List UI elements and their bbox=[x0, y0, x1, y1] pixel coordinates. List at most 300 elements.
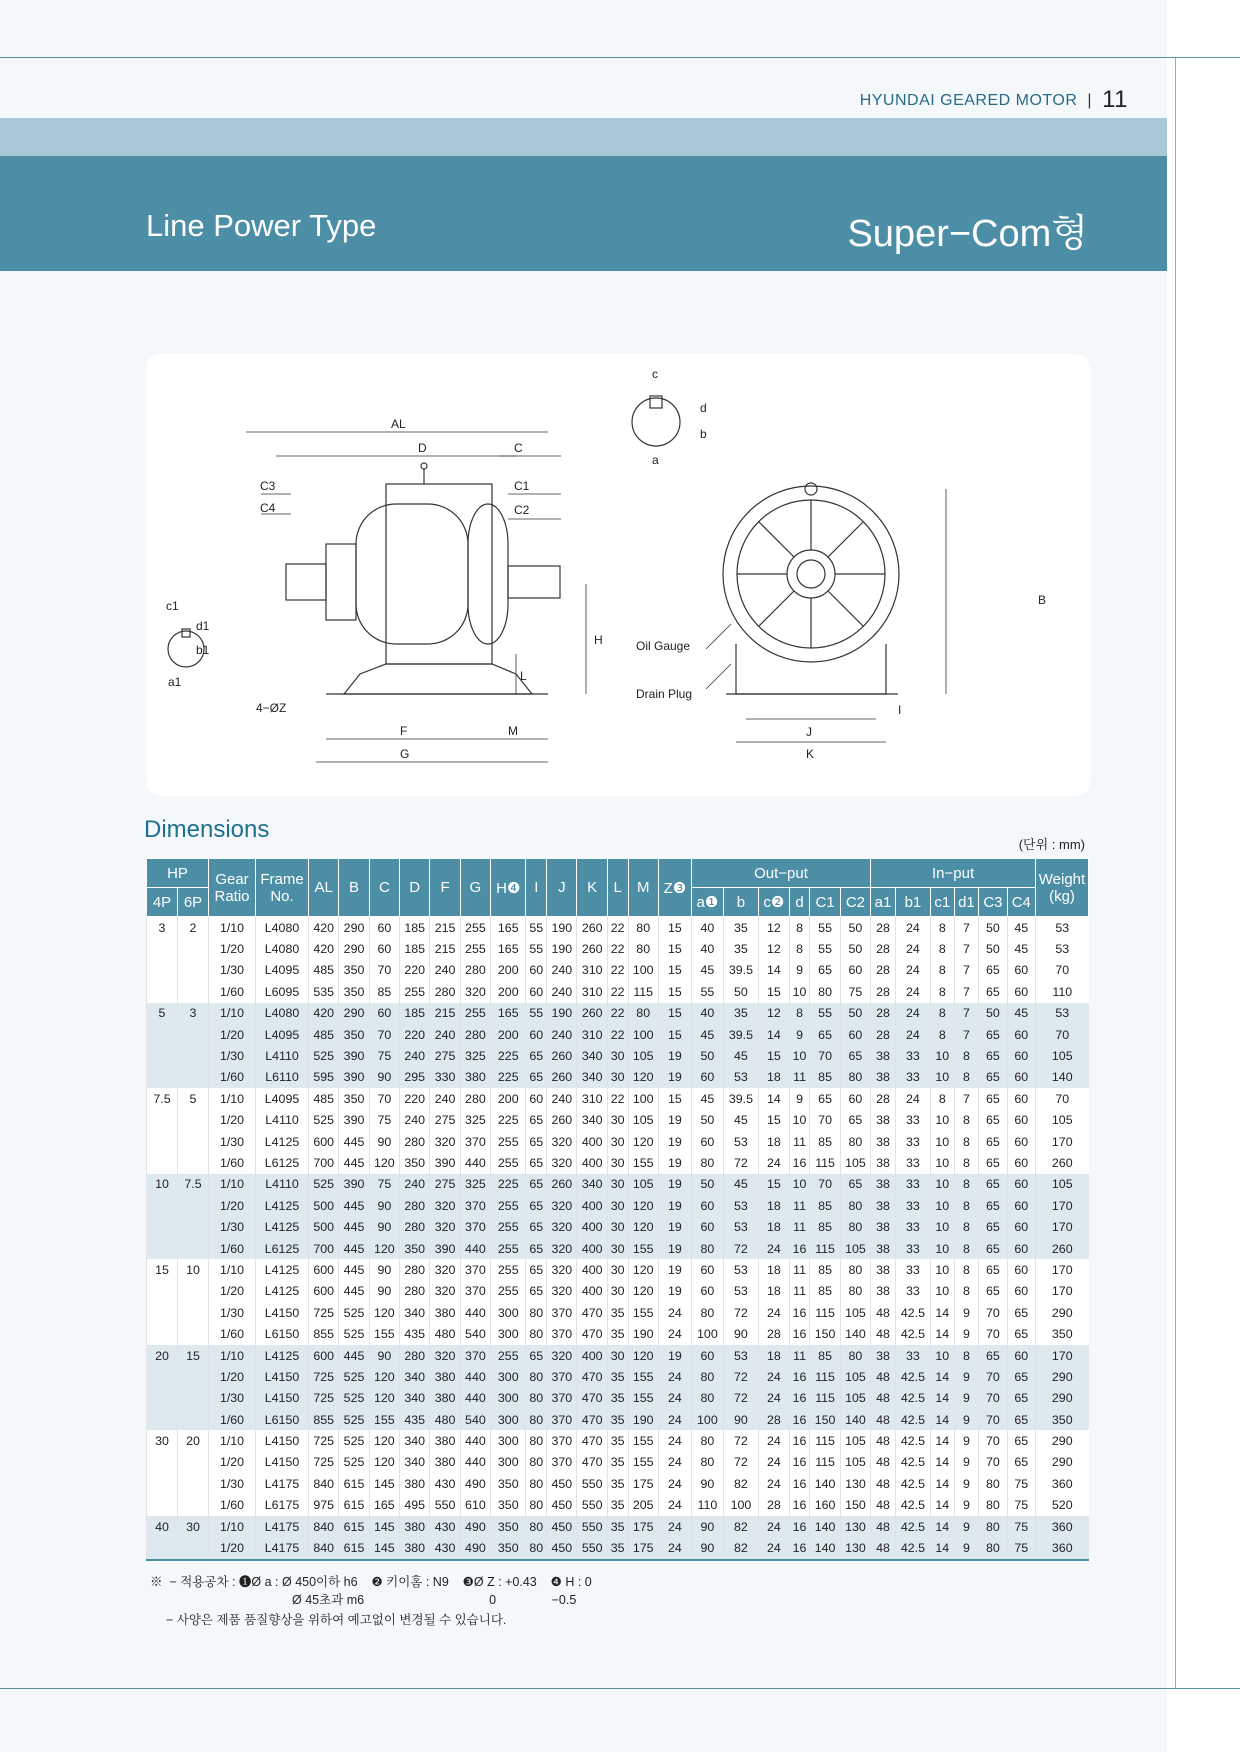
table-cell: 380 bbox=[400, 1473, 430, 1494]
table-cell: 225 bbox=[491, 1067, 526, 1088]
table-row bbox=[147, 1238, 1089, 1259]
table-cell: 1/10 bbox=[209, 1174, 256, 1195]
table-cell: 115 bbox=[810, 1366, 840, 1387]
table-cell: 9 bbox=[954, 1495, 979, 1516]
table-cell: L4080 bbox=[256, 938, 309, 959]
table-cell: 80 bbox=[840, 1195, 870, 1216]
table-cell: 120 bbox=[369, 1430, 399, 1451]
table-cell: 38 bbox=[871, 1110, 896, 1131]
table-cell: 140 bbox=[810, 1516, 840, 1537]
table-cell: 80 bbox=[840, 1345, 870, 1366]
4p-header: 4P bbox=[147, 888, 178, 917]
table-cell: 90 bbox=[723, 1323, 758, 1344]
table-cell: 280 bbox=[400, 1131, 430, 1152]
table-cell: 80 bbox=[526, 1452, 547, 1473]
table-cell: 170 bbox=[1036, 1216, 1089, 1237]
table-cell: 30 bbox=[607, 1281, 628, 1302]
table-cell: 70 bbox=[810, 1045, 840, 1066]
table-cell: 165 bbox=[491, 1003, 526, 1024]
table-cell: L6125 bbox=[256, 1152, 309, 1173]
table-cell: 165 bbox=[491, 917, 526, 939]
table-cell: 60 bbox=[526, 1088, 547, 1109]
table-cell: L4125 bbox=[256, 1216, 309, 1237]
table-cell: 445 bbox=[339, 1131, 369, 1152]
table-cell: 1/30 bbox=[209, 1131, 256, 1152]
table-cell: 155 bbox=[369, 1409, 399, 1430]
table-cell: 33 bbox=[895, 1110, 930, 1131]
table-cell: 42.5 bbox=[895, 1323, 930, 1344]
output-header: Out−put bbox=[691, 859, 870, 888]
table-cell: 39.5 bbox=[723, 1024, 758, 1045]
table-cell: 24 bbox=[758, 1152, 789, 1173]
table-cell bbox=[178, 1238, 209, 1259]
table-cell: 9 bbox=[954, 1323, 979, 1344]
table-cell: 70 bbox=[979, 1302, 1007, 1323]
table-cell: 535 bbox=[309, 981, 339, 1002]
table-cell: 65 bbox=[979, 1216, 1007, 1237]
table-cell: 14 bbox=[758, 1024, 789, 1045]
table-cell bbox=[147, 1045, 178, 1066]
table-cell: 290 bbox=[339, 1003, 369, 1024]
label-J: J bbox=[806, 725, 812, 739]
table-cell: 105 bbox=[840, 1430, 870, 1451]
table-cell: 9 bbox=[954, 1452, 979, 1473]
table-row bbox=[147, 1323, 1089, 1344]
table-cell: 1/20 bbox=[209, 1452, 256, 1473]
table-cell: 24 bbox=[758, 1452, 789, 1473]
table-cell bbox=[147, 1067, 178, 1088]
table-cell: 105 bbox=[1036, 1110, 1089, 1131]
output-col-3: d bbox=[789, 888, 810, 917]
table-cell: 72 bbox=[723, 1430, 758, 1451]
table-cell: 14 bbox=[931, 1302, 955, 1323]
table-cell bbox=[178, 1110, 209, 1131]
table-cell: 60 bbox=[526, 981, 547, 1002]
table-cell: 470 bbox=[577, 1452, 607, 1473]
table-cell: 82 bbox=[723, 1516, 758, 1537]
table-cell: 30 bbox=[607, 1259, 628, 1280]
table-cell: 470 bbox=[577, 1323, 607, 1344]
table-cell: 485 bbox=[309, 960, 339, 981]
table-row bbox=[147, 1152, 1089, 1173]
table-cell: 340 bbox=[577, 1045, 607, 1066]
table-cell: 53 bbox=[723, 1281, 758, 1302]
table-cell: 550 bbox=[577, 1537, 607, 1559]
table-cell: 8 bbox=[954, 1174, 979, 1195]
table-cell: 70 bbox=[810, 1110, 840, 1131]
table-cell: 38 bbox=[871, 1045, 896, 1066]
table-cell: 855 bbox=[309, 1323, 339, 1344]
table-cell: 145 bbox=[369, 1516, 399, 1537]
table-cell: 140 bbox=[1036, 1067, 1089, 1088]
table-cell: 90 bbox=[723, 1409, 758, 1430]
table-cell: L6150 bbox=[256, 1409, 309, 1430]
table-cell bbox=[178, 1195, 209, 1216]
table-cell: 24 bbox=[895, 917, 930, 939]
table-cell: 600 bbox=[309, 1259, 339, 1280]
table-row bbox=[147, 1516, 1089, 1537]
table-cell bbox=[178, 1452, 209, 1473]
table-cell: 400 bbox=[577, 1345, 607, 1366]
table-cell: 325 bbox=[460, 1174, 490, 1195]
table-cell: 60 bbox=[840, 960, 870, 981]
table-cell: 350 bbox=[339, 981, 369, 1002]
table-cell: 445 bbox=[339, 1195, 369, 1216]
table-cell: 24 bbox=[658, 1537, 691, 1559]
table-cell: 8 bbox=[954, 1345, 979, 1366]
table-cell: 55 bbox=[526, 938, 547, 959]
table-cell: 8 bbox=[931, 917, 955, 939]
table-cell: 525 bbox=[339, 1430, 369, 1451]
table-cell: 70 bbox=[810, 1174, 840, 1195]
table-cell: 175 bbox=[628, 1473, 658, 1494]
table-cell: 28 bbox=[871, 1003, 896, 1024]
table-cell: 240 bbox=[400, 1110, 430, 1131]
col-header-12: Z❸ bbox=[658, 859, 691, 917]
table-cell: 420 bbox=[309, 917, 339, 939]
table-cell: 38 bbox=[871, 1238, 896, 1259]
table-cell: 120 bbox=[628, 1195, 658, 1216]
table-cell: 40 bbox=[691, 938, 723, 959]
table-cell: 295 bbox=[400, 1067, 430, 1088]
table-cell: 80 bbox=[526, 1388, 547, 1409]
table-cell: 15 bbox=[758, 1174, 789, 1195]
table-cell: 105 bbox=[840, 1366, 870, 1387]
table-cell: 53 bbox=[1036, 917, 1089, 939]
dimensions-table-body bbox=[147, 917, 1089, 1560]
table-cell bbox=[147, 1366, 178, 1387]
table-cell: 16 bbox=[789, 1409, 810, 1430]
table-cell: 53 bbox=[723, 1345, 758, 1366]
table-cell: 445 bbox=[339, 1281, 369, 1302]
table-cell: 80 bbox=[840, 1131, 870, 1152]
table-cell: 470 bbox=[577, 1430, 607, 1451]
table-cell: 445 bbox=[339, 1152, 369, 1173]
table-cell: 40 bbox=[691, 917, 723, 939]
table-cell: 120 bbox=[369, 1238, 399, 1259]
table-cell: 60 bbox=[840, 1088, 870, 1109]
table-cell: 82 bbox=[723, 1473, 758, 1494]
table-cell: 65 bbox=[810, 1024, 840, 1045]
table-cell: 45 bbox=[691, 1088, 723, 1109]
table-cell: 82 bbox=[723, 1537, 758, 1559]
table-cell: 90 bbox=[369, 1131, 399, 1152]
label-4-phiZ: 4−ØZ bbox=[256, 701, 287, 715]
table-cell: 435 bbox=[400, 1323, 430, 1344]
table-cell: 75 bbox=[369, 1110, 399, 1131]
table-cell: 65 bbox=[979, 981, 1007, 1002]
input-header: In−put bbox=[871, 859, 1036, 888]
table-cell: 400 bbox=[577, 1238, 607, 1259]
table-cell: 85 bbox=[810, 1345, 840, 1366]
table-cell: 80 bbox=[526, 1537, 547, 1559]
table-cell: 28 bbox=[758, 1495, 789, 1516]
table-cell: 35 bbox=[607, 1430, 628, 1451]
frame-header: Frame No. bbox=[256, 859, 309, 917]
table-cell: 300 bbox=[491, 1452, 526, 1473]
table-cell: 9 bbox=[789, 960, 810, 981]
table-cell: 840 bbox=[309, 1516, 339, 1537]
table-cell: 470 bbox=[577, 1409, 607, 1430]
table-cell: 33 bbox=[895, 1174, 930, 1195]
table-cell: 260 bbox=[577, 1003, 607, 1024]
table-cell: 24 bbox=[758, 1388, 789, 1409]
table-cell: 370 bbox=[460, 1216, 490, 1237]
table-cell: 7 bbox=[954, 1024, 979, 1045]
table-cell: 65 bbox=[979, 1067, 1007, 1088]
table-cell: L4095 bbox=[256, 1088, 309, 1109]
table-cell: 255 bbox=[460, 1003, 490, 1024]
table-cell: 320 bbox=[430, 1345, 460, 1366]
table-cell: 48 bbox=[871, 1409, 896, 1430]
label-F: F bbox=[400, 724, 408, 738]
table-cell: 240 bbox=[430, 960, 460, 981]
table-cell: 260 bbox=[577, 917, 607, 939]
table-cell: 10 bbox=[931, 1131, 955, 1152]
table-cell: 150 bbox=[840, 1495, 870, 1516]
table-cell: 15 bbox=[147, 1259, 178, 1280]
table-cell: 7 bbox=[954, 1003, 979, 1024]
table-cell: 360 bbox=[1036, 1537, 1089, 1559]
table-cell: 140 bbox=[840, 1323, 870, 1344]
table-cell: 35 bbox=[607, 1473, 628, 1494]
table-cell bbox=[178, 1537, 209, 1559]
table-cell: 90 bbox=[369, 1345, 399, 1366]
table-cell: 15 bbox=[658, 981, 691, 1002]
table-cell: 220 bbox=[400, 1024, 430, 1045]
table-cell: 390 bbox=[339, 1045, 369, 1066]
table-cell: 350 bbox=[491, 1537, 526, 1559]
table-cell: 105 bbox=[840, 1302, 870, 1323]
col-header-8: J bbox=[547, 859, 577, 917]
label-D: D bbox=[418, 441, 427, 455]
table-cell: 60 bbox=[526, 1024, 547, 1045]
table-cell: 120 bbox=[369, 1152, 399, 1173]
table-row bbox=[147, 1409, 1089, 1430]
table-cell: 50 bbox=[979, 1003, 1007, 1024]
table-cell: 22 bbox=[607, 960, 628, 981]
table-cell: 520 bbox=[1036, 1495, 1089, 1516]
table-cell: 1/30 bbox=[209, 1473, 256, 1494]
table-cell: 1/20 bbox=[209, 938, 256, 959]
table-cell: 280 bbox=[400, 1259, 430, 1280]
table-cell: 14 bbox=[931, 1388, 955, 1409]
table-cell: 72 bbox=[723, 1366, 758, 1387]
col-header-5: G bbox=[460, 859, 490, 917]
input-col-2: c1 bbox=[931, 888, 955, 917]
table-cell: 11 bbox=[789, 1195, 810, 1216]
banner-top-strip bbox=[0, 118, 1167, 156]
table-cell: 15 bbox=[758, 1045, 789, 1066]
table-cell: 330 bbox=[430, 1067, 460, 1088]
table-row bbox=[147, 1473, 1089, 1494]
table-cell: 35 bbox=[607, 1366, 628, 1387]
table-cell: 38 bbox=[871, 1152, 896, 1173]
table-cell: 390 bbox=[430, 1152, 460, 1173]
table-cell: 300 bbox=[491, 1323, 526, 1344]
table-cell: 18 bbox=[758, 1067, 789, 1088]
table-cell: 45 bbox=[723, 1110, 758, 1131]
table-cell: 445 bbox=[339, 1238, 369, 1259]
table-cell: L4125 bbox=[256, 1345, 309, 1366]
table-cell: 115 bbox=[628, 981, 658, 1002]
table-cell: 445 bbox=[339, 1345, 369, 1366]
table-cell: 19 bbox=[658, 1174, 691, 1195]
table-cell: 390 bbox=[430, 1238, 460, 1259]
table-cell: 16 bbox=[789, 1238, 810, 1259]
table-cell: 15 bbox=[658, 1024, 691, 1045]
table-cell: 290 bbox=[1036, 1452, 1089, 1473]
table-cell: 400 bbox=[577, 1216, 607, 1237]
table-cell: 42.5 bbox=[895, 1495, 930, 1516]
table-cell: 48 bbox=[871, 1366, 896, 1387]
table-cell: 300 bbox=[491, 1409, 526, 1430]
table-cell: 55 bbox=[810, 938, 840, 959]
table-cell: 170 bbox=[1036, 1259, 1089, 1280]
table-cell: 30 bbox=[607, 1152, 628, 1173]
table-cell: 60 bbox=[1007, 1345, 1035, 1366]
table-cell: 42.5 bbox=[895, 1409, 930, 1430]
table-cell: 30 bbox=[607, 1067, 628, 1088]
table-cell: 16 bbox=[789, 1323, 810, 1344]
table-cell: 28 bbox=[871, 981, 896, 1002]
table-cell: 24 bbox=[658, 1516, 691, 1537]
label-a1: a1 bbox=[168, 675, 182, 689]
table-cell: 380 bbox=[430, 1302, 460, 1323]
table-cell: 8 bbox=[954, 1152, 979, 1173]
table-cell: 45 bbox=[691, 960, 723, 981]
col-header-2: C bbox=[369, 859, 399, 917]
table-cell: L4150 bbox=[256, 1430, 309, 1451]
table-cell: 105 bbox=[840, 1388, 870, 1409]
table-cell: 90 bbox=[369, 1216, 399, 1237]
table-cell: 16 bbox=[789, 1495, 810, 1516]
table-cell: 38 bbox=[871, 1131, 896, 1152]
table-cell: 90 bbox=[369, 1259, 399, 1280]
table-cell bbox=[178, 938, 209, 959]
table-cell: 90 bbox=[691, 1473, 723, 1494]
table-cell: 290 bbox=[1036, 1388, 1089, 1409]
table-cell: 33 bbox=[895, 1216, 930, 1237]
table-cell: 45 bbox=[1007, 1003, 1035, 1024]
label-K: K bbox=[806, 747, 815, 761]
table-cell bbox=[147, 1302, 178, 1323]
table-cell: 65 bbox=[979, 1174, 1007, 1195]
table-cell: 80 bbox=[810, 981, 840, 1002]
table-cell: 115 bbox=[810, 1452, 840, 1473]
table-cell: 450 bbox=[547, 1516, 577, 1537]
label-H: H bbox=[594, 633, 603, 647]
table-cell: 255 bbox=[491, 1281, 526, 1302]
table-cell: 600 bbox=[309, 1131, 339, 1152]
table-cell: 225 bbox=[491, 1045, 526, 1066]
table-cell: 14 bbox=[931, 1452, 955, 1473]
table-cell: 55 bbox=[526, 917, 547, 939]
table-cell: 65 bbox=[1007, 1430, 1035, 1451]
table-cell: 380 bbox=[400, 1516, 430, 1537]
label-M: M bbox=[508, 724, 518, 738]
table-cell: 19 bbox=[658, 1195, 691, 1216]
table-cell: 260 bbox=[1036, 1152, 1089, 1173]
table-cell: 35 bbox=[607, 1388, 628, 1409]
table-cell: 19 bbox=[658, 1216, 691, 1237]
table-cell: 220 bbox=[400, 1088, 430, 1109]
table-cell: 50 bbox=[979, 917, 1007, 939]
table-cell: 24 bbox=[758, 1238, 789, 1259]
table-cell: 72 bbox=[723, 1452, 758, 1473]
table-cell: 8 bbox=[954, 1259, 979, 1280]
table-cell: 450 bbox=[547, 1473, 577, 1494]
table-cell: 65 bbox=[526, 1216, 547, 1237]
table-cell: 60 bbox=[1007, 1088, 1035, 1109]
table-cell: 490 bbox=[460, 1516, 490, 1537]
table-cell: 60 bbox=[1007, 960, 1035, 981]
table-cell: 85 bbox=[810, 1067, 840, 1088]
table-cell: 320 bbox=[547, 1152, 577, 1173]
table-cell: 170 bbox=[1036, 1131, 1089, 1152]
table-cell: 390 bbox=[339, 1174, 369, 1195]
table-cell: 24 bbox=[658, 1495, 691, 1516]
table-cell: 155 bbox=[369, 1323, 399, 1344]
table-cell: 22 bbox=[607, 981, 628, 1002]
table-cell: 340 bbox=[577, 1174, 607, 1195]
table-cell: 24 bbox=[658, 1409, 691, 1430]
table-cell: 33 bbox=[895, 1195, 930, 1216]
table-cell: 1/60 bbox=[209, 1409, 256, 1430]
label-C4: C4 bbox=[260, 501, 276, 515]
table-cell: 12 bbox=[758, 938, 789, 959]
table-cell: 380 bbox=[430, 1452, 460, 1473]
table-cell: 33 bbox=[895, 1067, 930, 1088]
table-cell: 260 bbox=[547, 1110, 577, 1131]
table-cell: L4110 bbox=[256, 1045, 309, 1066]
table-cell: 55 bbox=[526, 1003, 547, 1024]
table-cell: 380 bbox=[430, 1430, 460, 1451]
table-cell: 360 bbox=[1036, 1473, 1089, 1494]
table-cell: 65 bbox=[526, 1345, 547, 1366]
label-b: b bbox=[700, 427, 707, 441]
table-cell: 105 bbox=[628, 1110, 658, 1131]
table-cell: 525 bbox=[339, 1388, 369, 1409]
table-cell: 290 bbox=[339, 938, 369, 959]
table-cell: 10 bbox=[931, 1345, 955, 1366]
table-cell: 10 bbox=[931, 1216, 955, 1237]
table-cell: 30 bbox=[607, 1045, 628, 1066]
table-cell: 280 bbox=[460, 1024, 490, 1045]
table-cell: 10 bbox=[931, 1238, 955, 1259]
table-cell: 105 bbox=[840, 1452, 870, 1473]
label-C2: C2 bbox=[514, 503, 530, 517]
table-cell: 10 bbox=[147, 1174, 178, 1195]
table-cell: 155 bbox=[628, 1302, 658, 1323]
table-cell: 7 bbox=[954, 960, 979, 981]
table-cell: 50 bbox=[723, 981, 758, 1002]
table-cell: 19 bbox=[658, 1259, 691, 1280]
table-cell: 540 bbox=[460, 1409, 490, 1430]
table-cell: 28 bbox=[758, 1323, 789, 1344]
table-cell: 8 bbox=[931, 1088, 955, 1109]
table-cell: 310 bbox=[577, 981, 607, 1002]
table-cell: 65 bbox=[979, 1281, 1007, 1302]
table-cell: 70 bbox=[979, 1388, 1007, 1409]
table-cell: 16 bbox=[789, 1152, 810, 1173]
table-cell: 80 bbox=[628, 917, 658, 939]
table-cell: 8 bbox=[954, 1067, 979, 1088]
table-cell: 80 bbox=[526, 1473, 547, 1494]
table-cell: L4125 bbox=[256, 1195, 309, 1216]
table-cell: 8 bbox=[954, 1238, 979, 1259]
table-cell: 7 bbox=[954, 938, 979, 959]
